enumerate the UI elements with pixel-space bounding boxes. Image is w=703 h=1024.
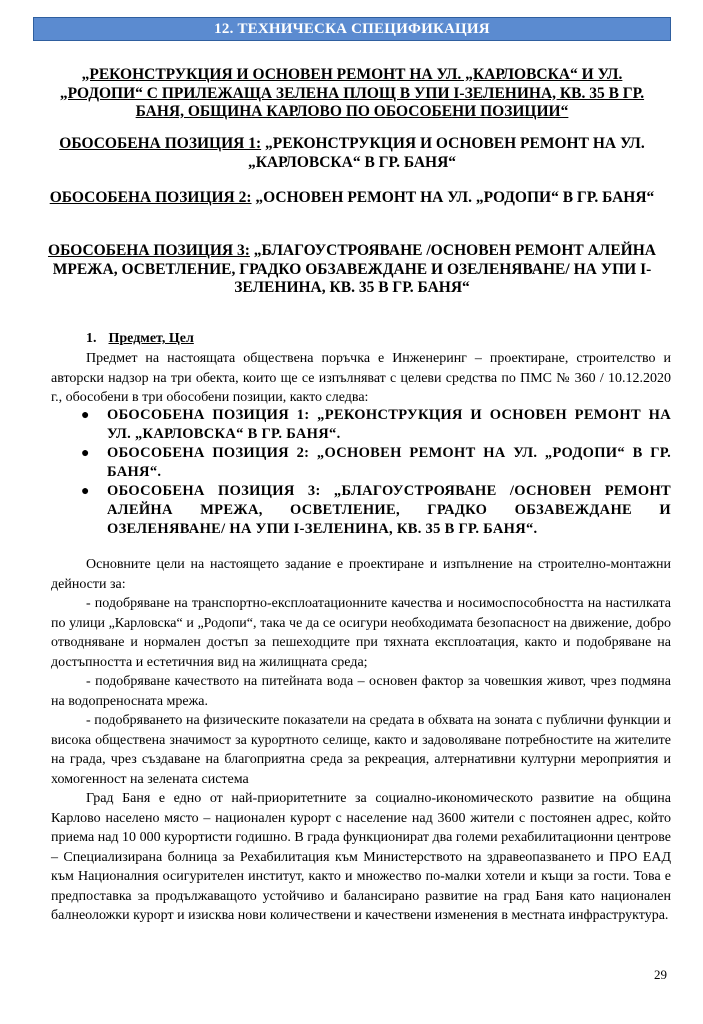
document-title [40, 66, 664, 122]
position-1-text: „РЕКОНСТРУКЦИЯ И ОСНОВЕН РЕМОНТ НА УЛ. „КАРЛОВСКА“ В ГР. БАНЯ“ [247, 135, 645, 171]
list-item-text: ОБОСОБЕНА ПОЗИЦИЯ 3: „БЛАГОУСТРОЯВАНЕ /ОСНОВЕН РЕМОНТ АЛЕЙНА МРЕЖА, ОСВЕТЛЕНИЕ, ГРАДКО ОБЗАВЕЖДАНЕ И ОЗЕЛЕНЯВАНЕ/ НА УПИ I-ЗЕЛЕНИНА, КВ. 35 В ГР. БАНЯ“. [107, 483, 671, 537]
list-item-text: ОБОСОБЕНА ПОЗИЦИЯ 1: „РЕКОНСТРУКЦИЯ И ОСНОВЕН РЕМОНТ НА УЛ. „КАРЛОВСКА“ В ГР. БАНЯ“. [107, 407, 671, 442]
position-3-heading [40, 242, 664, 298]
list-item-text: ОБОСОБЕНА ПОЗИЦИЯ 2: „ОСНОВЕН РЕМОНТ НА УЛ. „РОДОПИ“ В ГР. БАНЯ“. [107, 445, 671, 480]
section-title: Предмет, Цел [108, 331, 194, 346]
objective-item: - подобряване на транспортно-експлоатационните качества и носимоспособността на настилката по улици „Карловска“ и „Родопи“, така че да се осигури необходимата безопасност на движение, добро отводняване и нормален достъп за пешеходците при тяхната експлоатация, както и подобряване на достъпността и естетичния вид на жилищната среда; [51, 596, 671, 670]
objective-item: - подобряването на физическите показатели на средата в обхвата на зоната с публични функции и висока обществена значимост за курортното селище, както и задоволяване потребностите на жителите на града, чрез създаване на благоприятна среда за рекреация, алтернативни културни мероприятия и хомогенност на зелената система [51, 713, 671, 787]
section-banner: 12. ТЕХНИЧЕСКА СПЕЦИФИКАЦИЯ [33, 17, 671, 41]
town-paragraph: Град Баня е едно от най-приоритетните за социално-икономическото развитие на община Карлово населено място – национален курорт с население над 3600 жители с постоянен адрес, който приема над 10 000 курортисти годишно. В града функционират два големи рехабилитационни центрове – Специализирана болница за Рехабилитация към Министерството на здравеопазването и ПРО ЕАД към Националния осигурителен институт, както и множество по-малки хотели и къщи за гости. Това е предпоставка за продължаващото устойчиво и балансирано развитие на град Баня като национален балнеоложки курорт и изисква нови количествени и качествени изменения в местната инфраструктура. [51, 791, 671, 923]
position-2-heading [40, 189, 664, 208]
position-2-text: „ОСНОВЕН РЕМОНТ НА УЛ. „РОДОПИ“ В ГР. БАНЯ“ [251, 189, 655, 206]
section-heading [86, 331, 194, 347]
position-1-heading [40, 135, 664, 172]
page-number: 29 [654, 967, 667, 982]
intro-paragraph: Предмет на настоящата обществена поръчка е Инженеринг – проектиране, строителство и авторски надзор на три обекта, които ще се изпълняват с целеви средства по ПМС № 360 / 10.12.2020 г., обособени в три обособени позиции, както следва: [51, 351, 671, 405]
list-item [79, 444, 671, 482]
list-item [79, 482, 671, 539]
position-2-label: ОБОСОБЕНА ПОЗИЦИЯ 2: [49, 189, 252, 206]
objectives-intro: Основните цели на настоящето задание е проектиране и изпълнение на строително-монтажни дейности за: [51, 557, 671, 592]
bullet-icon: ● [81, 484, 90, 499]
objective-item: - подобряване качеството на питейната вода – основен фактор за човешкия живот, чрез подмяна на водопреносната мрежа. [51, 674, 671, 709]
position-3-label: ОБОСОБЕНА ПОЗИЦИЯ 3: [48, 242, 250, 259]
positions-list [79, 406, 671, 539]
position-3-text: „БЛАГОУСТРОЯВАНЕ /ОСНОВЕН РЕМОНТ АЛЕЙНА МРЕЖА, ОСВЕТЛЕНИЕ, ГРАДКО ОБЗАВЕЖДАНЕ И ОЗЕЛЕНЯВАНЕ/ НА УПИ I-ЗЕЛЕНИНА, КВ. 35 В ГР. БАНЯ“ [52, 242, 656, 296]
list-item [79, 406, 671, 444]
position-1-label: ОБОСОБЕНА ПОЗИЦИЯ 1: [59, 135, 262, 152]
body-text [51, 555, 671, 926]
document-title-text: „РЕКОНСТРУКЦИЯ И ОСНОВЕН РЕМОНТ НА УЛ. „КАРЛОВСКА“ И УЛ. „РОДОПИ“ С ПРИЛЕЖАЩА ЗЕЛЕНА ПЛОЩ В УПИ I-ЗЕЛЕНИНА, КВ. 35 В ГР. БАНЯ, ОБЩИНА КАРЛОВО ПО ОБОСОБЕНИ ПОЗИЦИИ“ [59, 66, 645, 120]
section-number: 1. [86, 331, 97, 346]
bullet-icon: ● [81, 408, 90, 423]
bullet-icon: ● [81, 446, 90, 461]
